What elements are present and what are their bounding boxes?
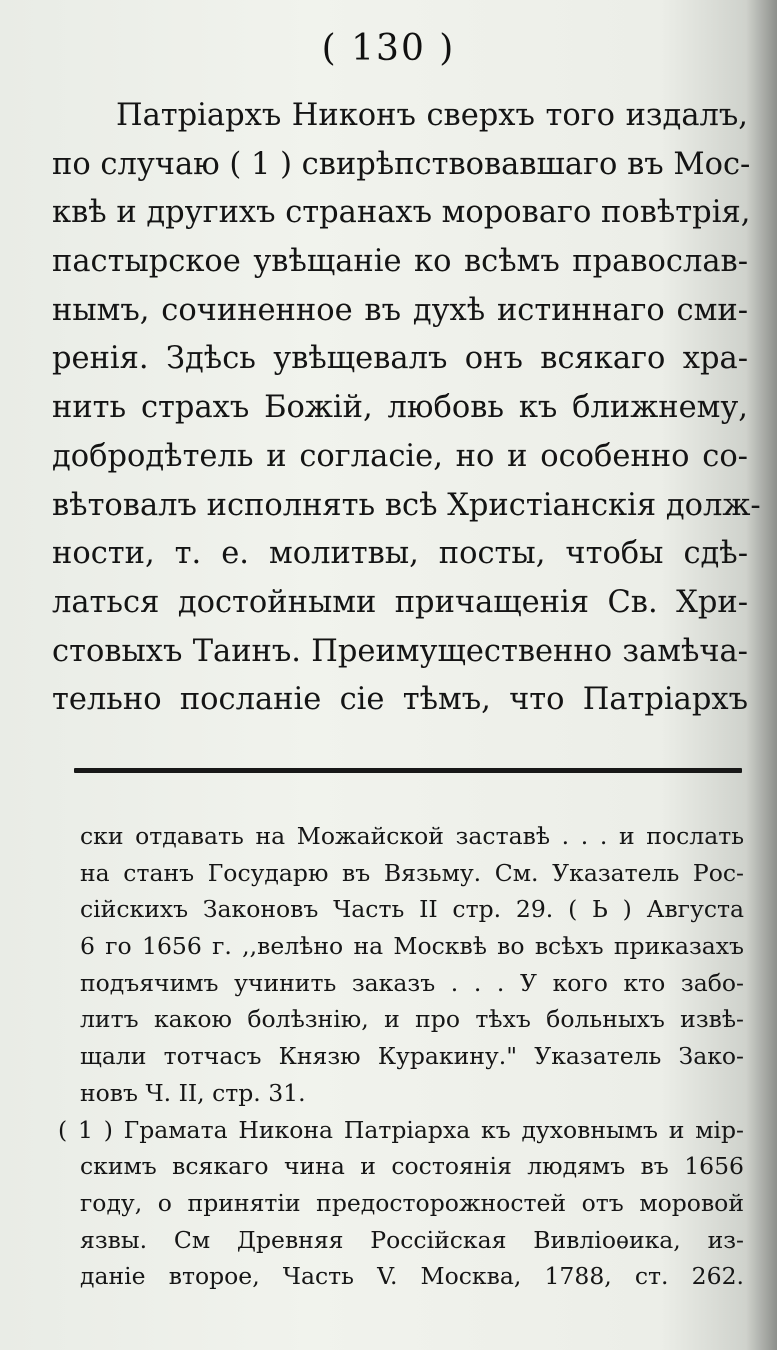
page-number: ( 130 ) (321, 28, 456, 69)
footnote-line: скимъ всякаго чина и состоянія людямъ въ 1656 (80, 1152, 744, 1181)
footnote-divider (74, 768, 742, 773)
text-line: Патріархъ Никонъ сверхъ того издалъ, (116, 98, 748, 133)
footnote-line: ( 1 ) Грамата Никона Патріарха къ духовнымъ и мір- (58, 1115, 744, 1144)
text-line: вѣтовалъ исполнять всѣ Христіанскія долж- (52, 487, 761, 523)
footnote-line: литъ какою болѣзнію, и про тѣхъ больныхъ извѣ- (80, 1005, 744, 1034)
footnote-line: ски отдавать на Можайской заставѣ . . . и послать (80, 822, 744, 850)
text-line: стовыхъ Таинъ. Преимущественно замѣча- (52, 633, 748, 669)
footnote-line: щали тотчасъ Князю Куракину." Указатель Зако- (80, 1042, 744, 1071)
footnote-line: даніе второе, Часть V. Москва, 1788, ст. 262. (80, 1262, 744, 1291)
text-line: квѣ и другихъ странахъ моровaго повѣтрія, (52, 195, 751, 231)
text-line: латься достойными причащенія Св. Хри- (52, 584, 748, 620)
footnote-line: сійскихъ Законовъ Часть II стр. 29. ( Ь ) Августа (80, 895, 744, 924)
footnote-line: на станъ Государю въ Вязьму. См. Указатель Рос- (80, 858, 744, 887)
footnotes (58, 818, 744, 1295)
footnote-line: новъ Ч. II, стр. 31. (80, 1078, 306, 1107)
text-line: по случаю ( 1 ) свирѣпствовавшаго въ Мос- (52, 146, 751, 182)
text-line: нымъ, сочиненное въ духѣ истиннаго сми- (52, 292, 748, 328)
text-line: ности, т. е. молитвы, посты, чтобы сдѣ- (52, 536, 748, 572)
main-text (52, 92, 761, 725)
text-line: нить страхъ Божій, любовь къ ближнему, (52, 390, 748, 426)
text-line: тельно посланіе сіе тѣмъ, что Патріархъ (52, 682, 748, 718)
footnote-line: 6 го 1656 г. ,,велѣно на Москвѣ во всѣхъ приказахъ (80, 932, 744, 961)
text-line: добродѣтель и согласіе, но и особенно со- (52, 438, 748, 474)
footnote-line: язвы. См Древняя Россійская Вивліоѳика, из- (80, 1225, 744, 1254)
footnote-line: подъячимъ учинить заказъ . . . У кого кто забо- (80, 968, 744, 997)
text-line: пастырское увѣщаніе ко всѣмъ православ- (52, 244, 748, 280)
footnote-line: году, о принятіи предосторожностей отъ моровой (80, 1188, 744, 1217)
text-line: ренія. Здѣсь увѣщевалъ онъ всякаго хра- (52, 341, 748, 377)
